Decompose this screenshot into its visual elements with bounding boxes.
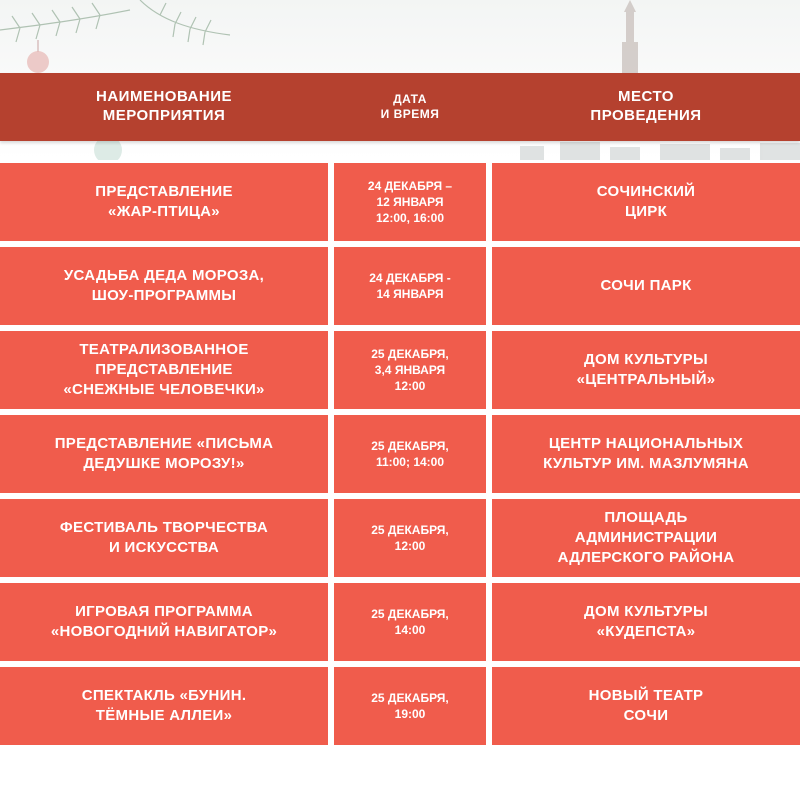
event-venue-cell: ЦЕНТР НАЦИОНАЛЬНЫХ КУЛЬТУР ИМ. МАЗЛУМЯНА: [492, 415, 800, 493]
event-name-cell: УСАДЬБА ДЕДА МОРОЗА, ШОУ-ПРОГРАММЫ: [0, 247, 328, 325]
header-date-time: ДАТА И ВРЕМЯ: [380, 92, 440, 121]
event-date-cell: 25 ДЕКАБРЯ, 14:00: [334, 583, 486, 661]
event-date-cell: 24 ДЕКАБРЯ – 12 ЯНВАРЯ 12:00, 16:00: [334, 163, 486, 241]
event-venue-cell: ДОМ КУЛЬТУРЫ «ЦЕНТРАЛЬНЫЙ»: [492, 331, 800, 409]
event-name-cell: ФЕСТИВАЛЬ ТВОРЧЕСТВА И ИСКУССТВА: [0, 499, 328, 577]
table-row: [0, 667, 800, 745]
table-row: [0, 163, 800, 241]
fir-branch-icon: [0, 0, 230, 45]
event-name-cell: СПЕКТАКЛЬ «БУНИН. ТЁМНЫЕ АЛЛЕИ»: [0, 667, 328, 745]
table-row: [0, 583, 800, 661]
event-venue-cell: ДОМ КУЛЬТУРЫ «КУДЕПСТА»: [492, 583, 800, 661]
event-venue-cell: НОВЫЙ ТЕАТР СОЧИ: [492, 667, 800, 745]
event-name-cell: ИГРОВАЯ ПРОГРАММА «НОВОГОДНИЙ НАВИГАТОР»: [0, 583, 328, 661]
table-row: [0, 247, 800, 325]
table-row: [0, 499, 800, 577]
event-date-cell: 24 ДЕКАБРЯ - 14 ЯНВАРЯ: [334, 247, 486, 325]
table-row: [0, 331, 800, 409]
city-skyline: [520, 142, 800, 160]
event-venue-cell: СОЧИНСКИЙ ЦИРК: [492, 163, 800, 241]
event-date-cell: 25 ДЕКАБРЯ, 11:00; 14:00: [334, 415, 486, 493]
event-name-cell: ТЕАТРАЛИЗОВАННОЕ ПРЕДСТАВЛЕНИЕ «СНЕЖНЫЕ ЧЕЛОВЕЧКИ»: [0, 331, 328, 409]
tower-icon: [622, 0, 638, 73]
header-event-name: НАИМЕНОВАНИЕ МЕРОПРИЯТИЯ: [96, 88, 232, 124]
event-name-cell: ПРЕДСТАВЛЕНИЕ «ЖАР-ПТИЦА»: [0, 163, 328, 241]
table-row: [0, 415, 800, 493]
events-table: [0, 163, 800, 751]
event-date-cell: 25 ДЕКАБРЯ, 3,4 ЯНВАРЯ 12:00: [334, 331, 486, 409]
table-header: [0, 73, 800, 141]
event-date-cell: 25 ДЕКАБРЯ, 12:00: [334, 499, 486, 577]
event-name-cell: ПРЕДСТАВЛЕНИЕ «ПИСЬМА ДЕДУШКЕ МОРОЗУ!»: [0, 415, 328, 493]
event-venue-cell: ПЛОЩАДЬ АДМИНИСТРАЦИИ АДЛЕРСКОГО РАЙОНА: [492, 499, 800, 577]
event-date-cell: 25 ДЕКАБРЯ, 19:00: [334, 667, 486, 745]
header-venue: МЕСТО ПРОВЕДЕНИЯ: [590, 88, 702, 124]
event-venue-cell: СОЧИ ПАРК: [492, 247, 800, 325]
